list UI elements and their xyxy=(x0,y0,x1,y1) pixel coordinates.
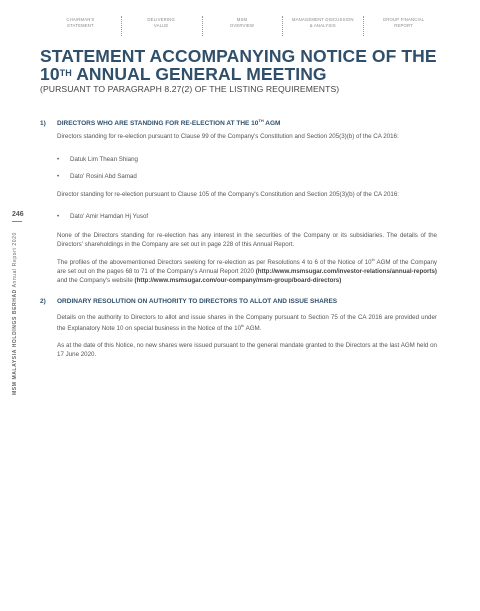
section-1-paragraph-3: None of the Directors standing for re-election has any interest in the securities of the Company or its subsidiaries. The details of the Directors' shareholdings in the Company are set out in page 228 of this Annual Report. xyxy=(57,232,437,248)
ordinal-suffix: th xyxy=(241,324,245,328)
nav-chairmans-statement[interactable] xyxy=(40,16,121,36)
title-line-1: STATEMENT ACCOMPANYING NOTICE OF THE xyxy=(40,46,437,66)
text-span: Details on the authority to Directors to allot and issue shares in the Company pursuant to Section 75 of the CA 2016 are provided under the Explanatory Note 10 on special business in the Notice of the 10 xyxy=(57,314,437,333)
page-title xyxy=(40,47,460,83)
nav-management-discussion[interactable] xyxy=(282,16,363,36)
text-span: AGM. xyxy=(244,325,262,333)
bullet-icon: • xyxy=(57,156,60,163)
side-running-header xyxy=(12,215,22,395)
nav-label: STATEMENT xyxy=(67,23,94,28)
nav-label: GROUP FINANCIAL xyxy=(382,17,425,22)
director-name: Dato' Rosini Abd Samad xyxy=(70,173,137,180)
ordinal-suffix: th xyxy=(371,258,375,262)
bullet-icon: • xyxy=(57,173,60,180)
nav-label: & ANALYSIS xyxy=(309,23,336,28)
nav-label: DELIVERING xyxy=(147,17,175,22)
board-directors-link[interactable]: (http://www.msmsugar.com/our-company/msm-group/board-directors) xyxy=(134,277,342,285)
nav-delivering-value[interactable] xyxy=(121,16,202,36)
ordinal-suffix: TH xyxy=(258,118,264,123)
section-1-paragraph-1: Directors standing for re-election pursuant to Clause 99 of the Company's Constitution and Section 205(3)(b) of the CA 2016: xyxy=(57,133,399,140)
text-span: and the Company's website xyxy=(57,277,135,285)
company-name: MSM MALAYSIA HOLDINGS BERHAD xyxy=(12,289,18,395)
list-item xyxy=(57,156,138,163)
section-title: DIRECTORS WHO ARE STANDING FOR RE-ELECTION AT THE 10 xyxy=(57,120,259,128)
section-1-paragraph-2: Director standing for re-election pursuant to Clause 105 of the Company's Constitution and Section 205(3)(b) of the CA 2016: xyxy=(57,191,400,198)
nav-label: OVERVIEW xyxy=(229,23,255,28)
text-span: AGM of the Company are set out on the pages 68 to 71 of the Company's Annual Report 2020 xyxy=(57,259,438,276)
section-2-heading xyxy=(40,298,337,305)
page-subtitle: (PURSUANT TO PARAGRAPH 8.27(2) OF THE LISTING REQUIREMENTS) xyxy=(40,84,340,94)
director-name: Dato' Amir Hamdan Hj Yusof xyxy=(70,213,149,220)
director-name: Datuk Lim Thean Shiang xyxy=(70,156,138,163)
bullet-icon: • xyxy=(57,213,60,220)
section-1-heading xyxy=(40,118,280,127)
nav-label: CHAIRMAN'S xyxy=(66,17,95,22)
nav-label: MSM xyxy=(236,17,248,22)
top-navigation xyxy=(40,16,444,36)
nav-label: MANAGEMENT DISCUSSION xyxy=(291,17,354,22)
section-number: 1) xyxy=(40,120,46,128)
section-2-paragraph-2: As at the date of this Notice, no new shares were issued pursuant to the general mandate granted to the Directors at the last AGM held on 17 June 2020. xyxy=(57,342,437,358)
text-span: The profiles of the abovementioned Directors seeking for re-election as per Resolutions 4 to 6 of the Notice of 10 xyxy=(57,259,372,267)
nav-msm-overview[interactable] xyxy=(202,16,283,36)
section-number: 2) xyxy=(40,298,46,305)
annual-report-link[interactable]: (http://www.msmsugar.com/investor-relations/annual-reports) xyxy=(255,268,437,276)
title-ordinal-suffix: TH xyxy=(59,68,72,78)
nav-label: REPORT xyxy=(394,23,413,28)
report-name: Annual Report 2020 xyxy=(12,232,18,288)
section-title-end: AGM xyxy=(263,120,281,128)
list-item xyxy=(57,173,137,180)
title-ordinal: 10 xyxy=(40,64,60,84)
title-line-2: ANNUAL GENERAL MEETING xyxy=(71,64,327,84)
page-number: 246 xyxy=(12,211,24,218)
section-1-paragraph-4 xyxy=(57,256,437,285)
list-item xyxy=(57,213,148,220)
section-2-paragraph-1 xyxy=(57,313,437,333)
nav-label: VALUE xyxy=(153,23,169,28)
nav-group-financial-report[interactable] xyxy=(363,16,444,36)
section-title: ORDINARY RESOLUTION ON AUTHORITY TO DIRECTORS TO ALLOT AND ISSUE SHARES xyxy=(57,298,338,305)
